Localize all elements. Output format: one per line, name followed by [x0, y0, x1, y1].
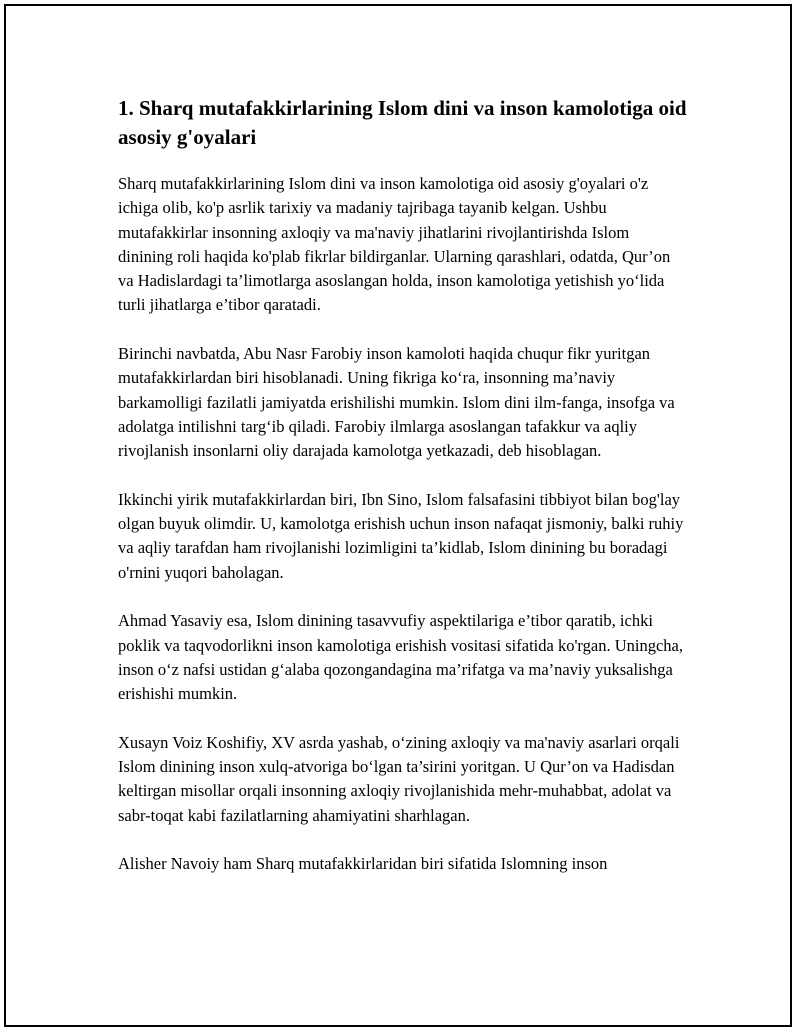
paragraph: Sharq mutafakkirlarining Islom dini va inson kamolotiga oid asosiy g'oyalari o'z ichiga olib, ko'p asrlik tarixiy va madaniy tajribaga tayanib kelgan. Ushbu mutafakkirlar insonning axloqiy va ma'naviy jihatlarini rivojlantirishda Islom dinining roli haqida ko'plab fikrlar bildirganlar. Ularning qarashlari, odatda, Qur’on va Hadislardagi ta’limotlarga asoslangan holda, inson kamolotiga yetishish yo‘lida turli jihatlarga e’tibor qaratadi.: [118, 174, 671, 315]
paragraph: Birinchi navbatda, Abu Nasr Farobiy inson kamoloti haqida chuqur fikr yuritgan mutafakkirlardan biri hisoblanadi. Uning fikriga ko‘ra, insonning ma’naviy barkamolligi fazilatli jamiyatda erishilishi mumkin. Islom dini ilm-fanga, insofga va adolatga intilishni targ‘ib qiladi. Farobiy ilmlarga asoslangan tafakkur va aqliy rivojlanish insonlarni oliy darajada kamolotga yetkazadi, deb hisoblagan.: [118, 344, 675, 461]
paragraph: Ikkinchi yirik mutafakkirlardan biri, Ibn Sino, Islom falsafasini tibbiyot bilan bog'lay olgan buyuk olimdir. U, kamolotga erishish uchun inson nafaqat jismoniy, balki ruhiy va aqliy tarafdan ham rivojlanishi lozimligini ta’kidlab, Islom dinining bu boradagi o'rnini yuqori baholagan.: [118, 489, 684, 582]
document-body: [118, 94, 688, 901]
paragraph: Alisher Navoiy ham Sharq mutafakkirlaridan biri sifatida Islomning inson: [118, 854, 608, 874]
paragraph: Ahmad Yasaviy esa, Islom dinining tasavvufiy aspektilariga e’tibor qaratib, ichki poklik va taqvodorlikni inson kamolotiga erishish vositasi sifatida ko'rgan. Uningcha, inson o‘z nafsi ustidan g‘alaba qozongandagina ma’rifatga va ma’naviy yuksalishga erishishi mumkin.: [118, 611, 683, 704]
paragraph: Xusayn Voiz Koshifiy, XV asrda yashab, o‘zining axloqiy va ma'naviy asarlari orqali Islom dinining inson xulq-atvoriga bo‘lgan ta’sirini yoritgan. U Qur’on va Hadisdan keltirgan misollar orqali insonning axloqiy rivojlanishida mehr-muhabbat, adolat va sabr-toqat kabi fazilatlarning ahamiyatini sharhlagan.: [118, 732, 680, 825]
section-heading: 1. Sharq mutafakkirlarining Islom dini va inson kamolotiga oid asosiy g'oyalari: [118, 96, 687, 149]
